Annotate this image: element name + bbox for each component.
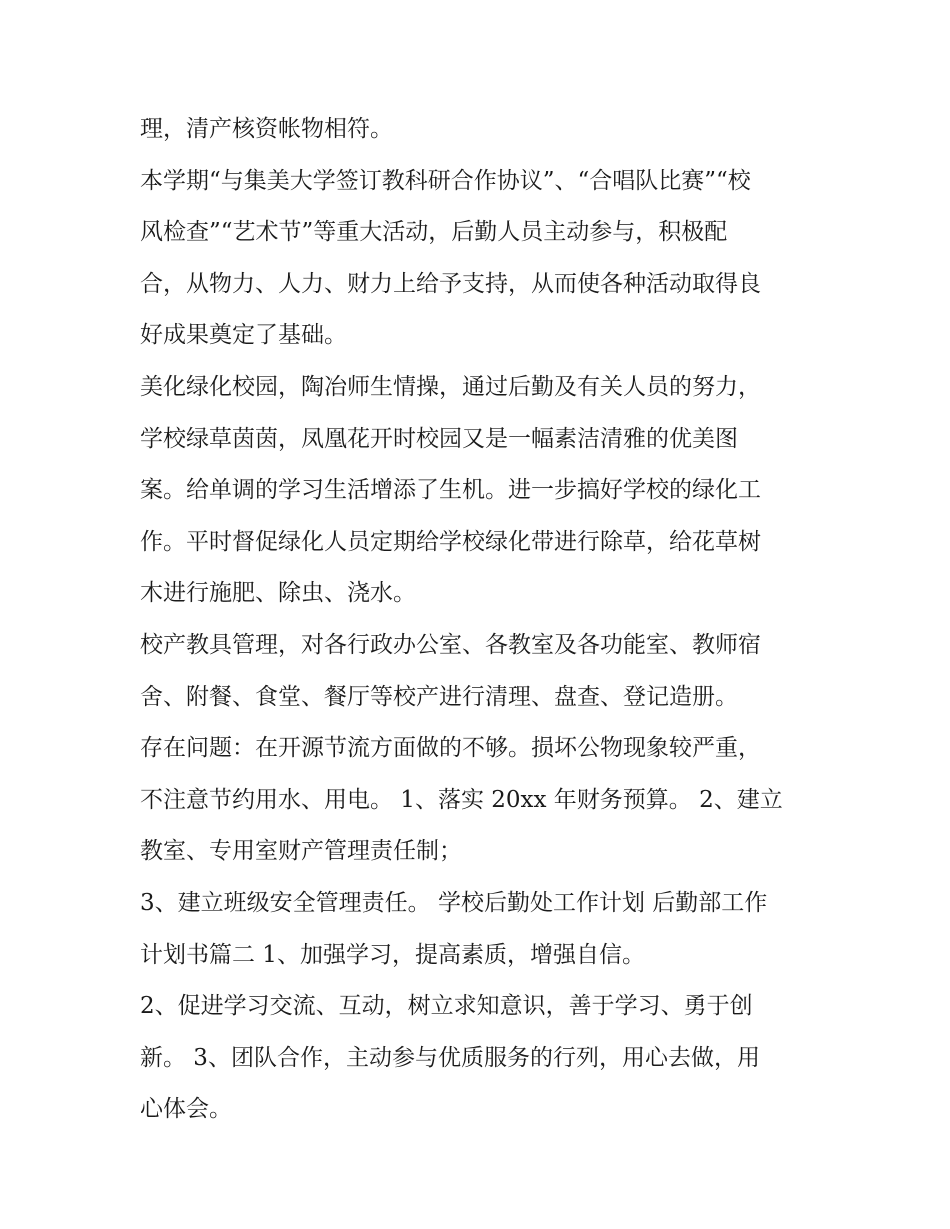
text-line-17: 计划书篇二 1、加强学习，提高素质，增强自信。 xyxy=(140,941,645,968)
text-line-3: 风检查”“艺术节”等重大活动，后勤人员主动参与，积极配 xyxy=(140,219,728,246)
text-line-4: 合，从物力、人力、财力上给予支持，从而使各种活动取得良 xyxy=(140,270,761,297)
text-line-15: 教室、专用室财产管理责任制； xyxy=(140,838,462,865)
text-line-14: 不注意节约用水、用电。 1、落实 20xx 年财务预算。 2、建立 xyxy=(140,786,783,813)
text-line-12: 舍、附餐、食堂、餐厅等校产进行清理、盘查、登记造册。 xyxy=(140,683,738,710)
text-line-13: 存在问题：在开源节流方面做的不够。损坏公物现象较严重， xyxy=(140,735,761,762)
text-line-7: 学校绿草茵茵，凤凰花开时校园又是一幅素洁清雅的优美图 xyxy=(140,425,738,452)
text-line-11: 校产教具管理，对各行政办公室、各教室及各功能室、教师宿 xyxy=(140,631,761,658)
text-line-20: 心体会。 xyxy=(140,1096,232,1123)
text-line-19: 新。 3、团队合作，主动参与优质服务的行列，用心去做，用 xyxy=(140,1044,760,1071)
text-line-5: 好成果奠定了基础。 xyxy=(140,322,347,349)
document-body xyxy=(140,104,820,1136)
text-line-6: 美化绿化校园，陶冶师生情操，通过后勤及有关人员的努力， xyxy=(140,373,761,400)
text-line-16: 3、建立班级安全管理责任。 学校后勤处工作计划 后勤部工作 xyxy=(140,889,768,916)
text-line-1: 理，清产核资帐物相符。 xyxy=(140,116,393,142)
text-line-2: 本学期“与集美大学签订教科研合作协议”、“合唱队比赛”“校 xyxy=(140,167,751,194)
text-line-18: 2、促进学习交流、互动，树立求知意识，善于学习、勇于创 xyxy=(140,993,753,1020)
text-line-8: 案。给单调的学习生活增添了生机。进一步搞好学校的绿化工 xyxy=(140,477,761,504)
text-line-10: 木进行施肥、除虫、浇水。 xyxy=(140,580,416,607)
text-line-9: 作。平时督促绿化人员定期给学校绿化带进行除草，给花草树 xyxy=(140,528,761,555)
